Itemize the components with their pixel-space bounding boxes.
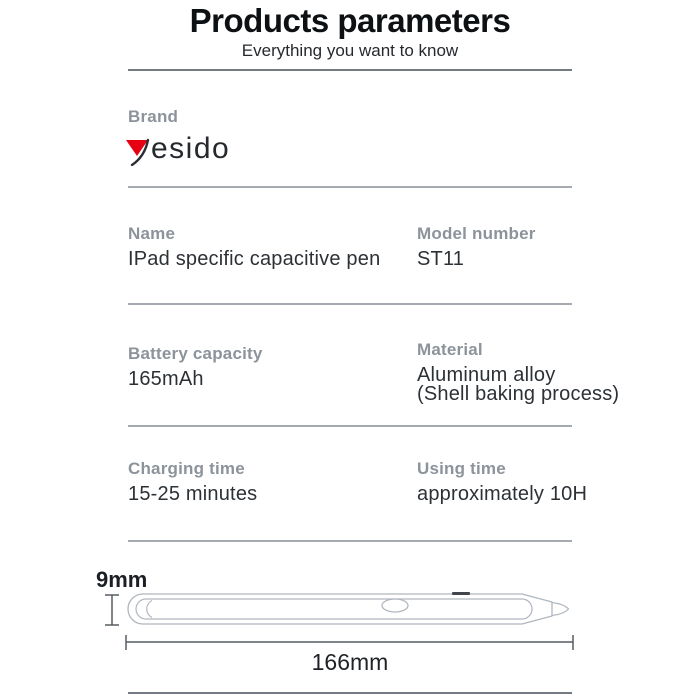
spec-name [128, 224, 380, 270]
logo-text: esido [151, 132, 231, 165]
pen-length-label: 166mm [311, 649, 389, 675]
divider-top [128, 69, 572, 71]
spec-label: Material [417, 340, 483, 359]
pen-nib-icon [552, 603, 569, 616]
page-title: Products parameters [189, 2, 511, 39]
pen-button-icon [382, 599, 408, 612]
spec-value [417, 365, 619, 405]
spec-value-line2: (Shell baking process) [417, 383, 620, 405]
spec-label: Using time [417, 459, 506, 478]
spec-label: Battery capacity [128, 344, 263, 363]
spec-value: ST11 [417, 248, 465, 270]
pen-top-mark [452, 592, 470, 595]
divider [128, 303, 572, 305]
spec-value: IPad specific capacitive pen [128, 248, 381, 270]
pen-height-label: 9mm [96, 567, 148, 592]
yesido-logo [126, 128, 251, 166]
spec-battery-capacity [128, 344, 263, 390]
spec-label: Name [128, 224, 176, 243]
divider [128, 186, 572, 188]
spec-value: 165mAh [128, 368, 204, 390]
spec-model-number [417, 224, 536, 270]
spec-charging-time [128, 459, 257, 505]
length-dimension-line [126, 635, 573, 650]
spec-label: Model number [417, 224, 536, 243]
divider [128, 425, 572, 427]
spec-label: Charging time [128, 459, 245, 478]
spec-using-time [417, 459, 587, 505]
spec-value: 15-25 minutes [128, 483, 258, 505]
spec-material [417, 340, 619, 405]
height-dimension-line [105, 595, 119, 625]
page-subtitle: Everything you want to know [241, 41, 459, 60]
spec-value-line1: Aluminum alloy [417, 364, 556, 386]
brand-section [128, 107, 178, 127]
pen-cap-seam [147, 601, 152, 618]
divider-bottom [128, 692, 572, 694]
divider [128, 540, 572, 542]
brand-label: Brand [128, 107, 179, 126]
spec-value: approximately 10H [417, 483, 588, 505]
pen-inner-outline [136, 599, 532, 619]
